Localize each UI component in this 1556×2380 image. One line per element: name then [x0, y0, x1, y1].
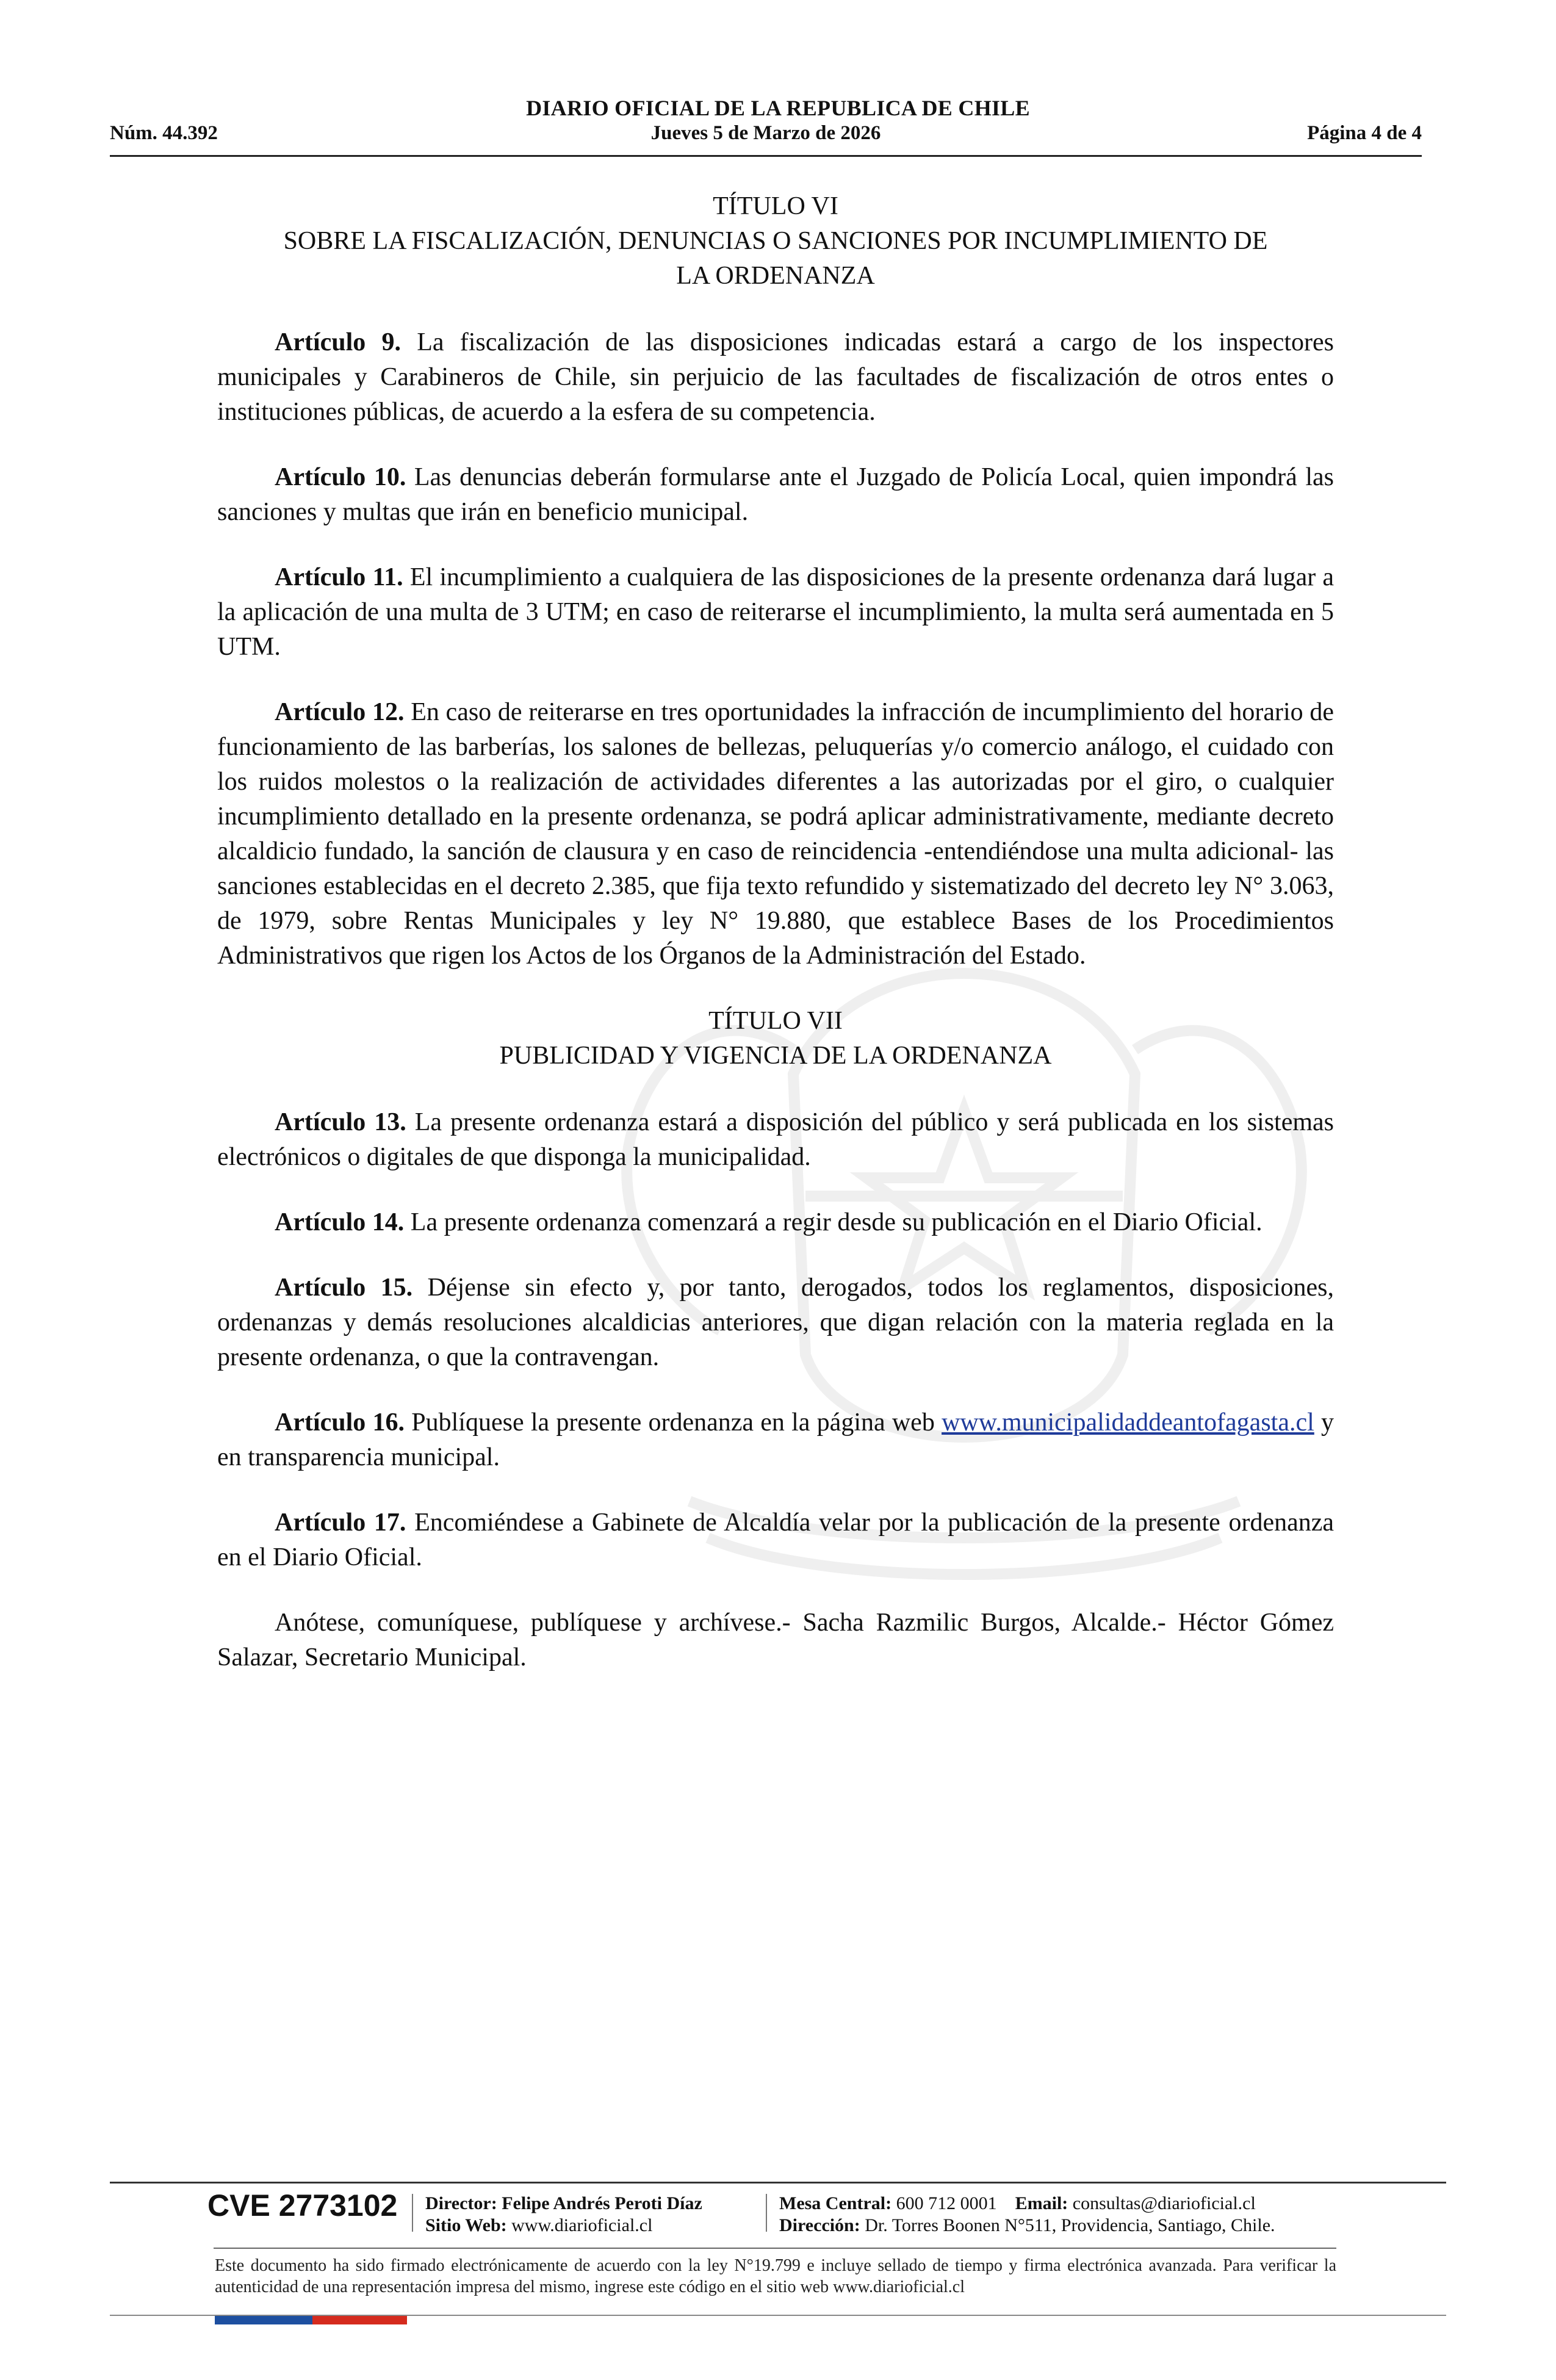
web-url[interactable]: www.diarioficial.cl: [511, 2215, 653, 2235]
article-12: [217, 695, 1334, 973]
newspaper-title: DIARIO OFICIAL DE LA REPUBLICA DE CHILE: [526, 96, 1030, 120]
article-label: Artículo 15.: [275, 1274, 413, 1302]
article-label: Artículo 17.: [275, 1509, 406, 1537]
page-number: Página 4 de 4: [1307, 122, 1422, 144]
title-vi-heading: TÍTULO VI: [713, 192, 838, 220]
article-label: Artículo 13.: [275, 1108, 406, 1136]
article-16: [217, 1405, 1334, 1475]
footer-contact-block: [779, 2193, 1275, 2237]
closing-signature: Anótese, comuníquese, publíquese y archívese.- Sacha Razmilic Burgos, Alcalde.- Héctor Gómez Salazar, Secretario Municipal.: [217, 1609, 1334, 1671]
article-text: Encomiéndese a Gabinete de Alcaldía velar por la publicación de la presente ordenanza en el Diario Oficial.: [217, 1509, 1334, 1571]
article-14: [217, 1205, 1334, 1240]
title-vi-block: [217, 189, 1334, 294]
title-vi-subheading-2: LA ORDENANZA: [676, 262, 875, 290]
article-text: La presente ordenanza estará a disposición del público y será publicada en los sistemas electrónicos o digitales de que disponga la municipalidad.: [217, 1108, 1334, 1171]
article-label: Artículo 10.: [275, 463, 406, 491]
footer-top-rule: [110, 2182, 1446, 2183]
title-vii-subheading: PUBLICIDAD Y VIGENCIA DE LA ORDENANZA: [499, 1042, 1052, 1070]
cve-code: CVE 2773102: [207, 2188, 398, 2223]
flag-stripe-red: [312, 2316, 407, 2324]
article-9: [217, 325, 1334, 430]
mesa-label: Mesa Central:: [779, 2193, 892, 2213]
article-text-after: y en transparencia municipal.: [217, 1408, 1334, 1471]
article-13: [217, 1105, 1334, 1175]
issue-number: Núm. 44.392: [110, 122, 218, 144]
article-text: Publíquese la presente ordenanza en la página web: [411, 1408, 935, 1437]
article-15: [217, 1271, 1334, 1375]
article-10: [217, 460, 1334, 530]
web-label: Sitio Web:: [425, 2215, 507, 2235]
email-address[interactable]: consultas@diarioficial.cl: [1072, 2193, 1256, 2213]
footer-mid-rule: [214, 2248, 1336, 2249]
article-label: Artículo 14.: [275, 1208, 405, 1236]
address-label: Dirección:: [779, 2215, 860, 2235]
mesa-phone: 600 712 0001: [896, 2193, 997, 2213]
footer-director-block: [425, 2193, 702, 2237]
article-label: Artículo 11.: [275, 563, 403, 591]
article-text: La fiscalización de las disposiciones indicadas estará a cargo de los inspectores municipales y Carabineros de Chile, sin perjuicio de las facultades de fiscalización de otros entes o instituciones públicas, de acuerdo a la esfera de su competencia.: [217, 328, 1334, 426]
header-rule: [110, 155, 1422, 157]
article-text: La presente ordenanza comenzará a regir desde su publicación en el Diario Oficial.: [410, 1208, 1262, 1236]
article-label: Artículo 16.: [275, 1408, 405, 1437]
footer-signature-note: Este documento ha sido firmado electrónicamente de acuerdo con la ley N°19.799 e incluye sellado de tiempo y firma electrónica avanzada. Para verificar la autenticidad de una representación impresa del mismo, ingrese este código en el sitio web www.diarioficial.cl: [215, 2256, 1336, 2296]
flag-stripe-blue: [215, 2316, 312, 2324]
article-label: Artículo 9.: [275, 328, 402, 356]
director-label: Director:: [425, 2193, 497, 2213]
article-text: Las denuncias deberán formularse ante el Juzgado de Policía Local, quien impondrá las sanciones y multas que irán en beneficio municipal.: [217, 463, 1334, 526]
footer-divider: [766, 2194, 767, 2232]
title-vi-subheading-1: SOBRE LA FISCALIZACIÓN, DENUNCIAS O SANCIONES POR INCUMPLIMIENTO DE: [283, 227, 1268, 255]
issue-date: Jueves 5 de Marzo de 2026: [650, 122, 881, 144]
director-name: Felipe Andrés Peroti Díaz: [502, 2193, 702, 2213]
municipality-website-link[interactable]: www.municipalidaddeantofagasta.cl: [942, 1408, 1314, 1437]
email-label: Email:: [1015, 2193, 1068, 2213]
article-11: [217, 560, 1334, 665]
article-text: En caso de reiterarse en tres oportunidades la infracción de incumplimiento del horario de funcionamiento de las barberías, los salones de bellezas, peluquerías y/o comercio análogo, el cuidado con los ruidos molestos o la realización de actividades diferentes a las autorizadas por el giro, o cualquier incumplimiento detallado en la presente ordenanza, se podrá aplicar administrativamente, mediante decreto alcaldicio fundado, la sanción de clausura y en caso de reincidencia -entendiéndose una multa adicional- las sanciones establecidas en el decreto 2.385, que fija texto refundido y sistematizado del decreto ley N° 3.063, de 1979, sobre Rentas Municipales y ley N° 19.880, que establece Bases de los Procedimientos Administrativos que rigen los Actos de los Órganos de la Administración del Estado.: [217, 698, 1334, 970]
article-17: [217, 1506, 1334, 1575]
title-vii-block: [217, 1004, 1334, 1073]
article-text: El incumplimiento a cualquiera de las disposiciones de la presente ordenanza dará lugar a la aplicación de una multa de 3 UTM; en caso de reiterarse el incumplimiento, la multa será aumentada en 5 UTM.: [217, 563, 1334, 661]
footer-divider: [412, 2194, 413, 2232]
title-vii-heading: TÍTULO VII: [708, 1007, 843, 1035]
document-body: [217, 189, 1334, 1675]
article-label: Artículo 12.: [275, 698, 405, 726]
address-text: Dr. Torres Boonen N°511, Providencia, Santiago, Chile.: [865, 2215, 1275, 2235]
article-text: Déjense sin efecto y, por tanto, derogados, todos los reglamentos, disposiciones, ordenanzas y demás resoluciones alcaldicias anteriores, que digan relación con la materia reglada en la presente ordenanza, o que la contravengan.: [217, 1274, 1334, 1371]
